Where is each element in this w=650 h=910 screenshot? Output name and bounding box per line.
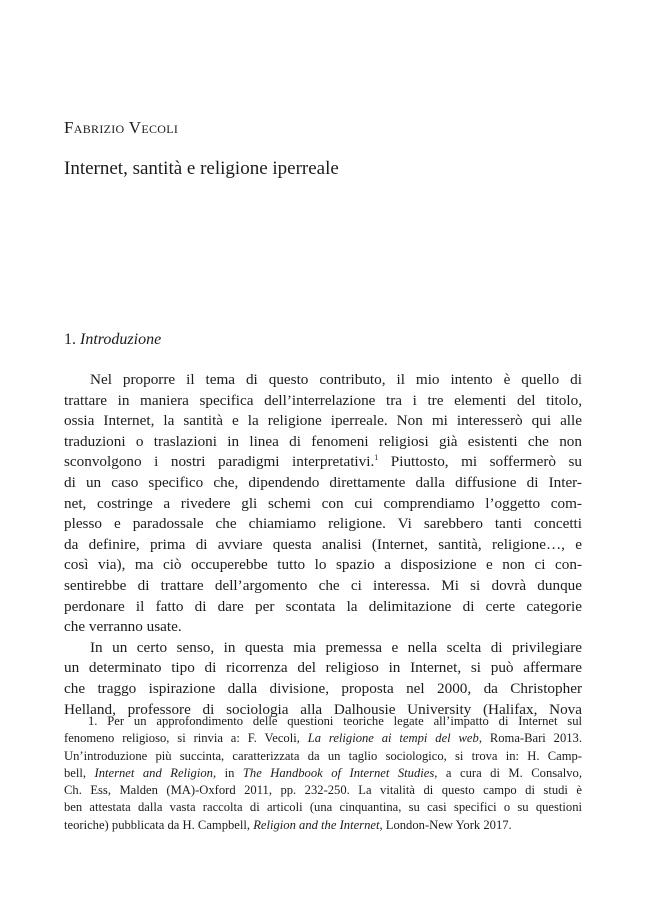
- footnote-segment: , London-New York 2017.: [379, 817, 512, 832]
- body-line: traduzioni o traslazioni in linea di fenomeni religiosi già esistenti che non: [64, 432, 582, 450]
- body-line-segment: sconvolgono i nostri paradigmi interpretativi.: [64, 453, 375, 471]
- footnote-reference[interactable]: 1: [374, 453, 379, 463]
- footnote-line: [64, 765, 582, 782]
- footnote-line: 1. Per un approfondimento delle questioni teoriche legate all’impatto di Internet sul: [88, 714, 582, 728]
- footnote-line: Un’introduzione più succinta, caratterizzata da un taglio sociologico, si trova in: H. Camp-: [64, 748, 582, 763]
- cited-title: Religion and the Internet: [253, 817, 380, 832]
- body-line: Nel proporre il tema di questo contributo, il mio intento è quello di: [90, 371, 582, 388]
- author-name: Fabrizio Vecoli: [64, 118, 179, 137]
- body-line: trattare in maniera specifica dell’interrelazione tra i tre elementi del titolo,: [64, 391, 582, 409]
- footnote-line: ben attestata dalla vasta raccolta di articoli (una cinquantina, su casi specifici o su questioni: [64, 800, 582, 815]
- body-line: perdonare il fatto di dare per scontata la delimitazione di certe categorie: [64, 597, 582, 615]
- footnote-segment: fenomeno religioso, si rinvia a: F. Vecoli,: [64, 731, 308, 746]
- footnote-segment: , Roma-Bari 2013.: [478, 731, 582, 746]
- cited-title: La religione ai tempi del web: [307, 731, 479, 746]
- body-line: ossia Internet, la santità e la religione iperreale. Non mi interesserò qui alle: [64, 412, 582, 430]
- cited-title: Internet and Religion: [94, 765, 213, 780]
- section-heading: [64, 330, 161, 350]
- footnote-segment: teoriche) pubblicata da H. Campbell,: [64, 817, 254, 832]
- body-line: così via), ma ciò occuperebbe tutto lo spazio a disposizione e non ci con-: [64, 556, 582, 574]
- section-title: Introduzione: [80, 331, 162, 348]
- body-line: che verranno usate.: [64, 618, 182, 636]
- body-line: un determinato tipo di ricorrenza del religioso in Internet, si può affermare: [64, 659, 582, 677]
- body-line: Helland, professore di sociologia alla Dalhousie University (Halifax, Nova: [64, 700, 582, 718]
- footnote-line: [64, 730, 582, 747]
- footnote-segment: bell,: [64, 765, 95, 780]
- footnote-segment: , in: [212, 765, 243, 780]
- footnote: [64, 713, 582, 834]
- cited-title: The Handbook of Internet Studies: [242, 765, 435, 780]
- chapter-title: Internet, santità e religione iperreale: [64, 158, 339, 179]
- footnote-line: Ch. Ess, Malden (MA)-Oxford 2011, pp. 232-250. La vitalità di questo campo di studi è: [64, 783, 582, 798]
- section-number: 1.: [64, 331, 76, 348]
- body-line: che traggo ispirazione dalla divisione, proposta nel 2000, da Christopher: [64, 679, 582, 697]
- body-line: net, costringe a rivedere gli schemi con cui comprendiamo l’oggetto com-: [64, 494, 582, 512]
- body-line-segment: Piuttosto, mi soffermerò su: [378, 453, 582, 471]
- body-line: In un certo senso, in questa mia premessa e nella scelta di privilegiare: [90, 638, 582, 656]
- body-line: da definire, prima di avviare questa analisi (Internet, santità, religione…, e: [64, 535, 582, 553]
- body-text: [64, 370, 582, 720]
- footnote-line: [64, 817, 582, 834]
- body-line: plesso e paradossale che chiamiamo religione. Vi sarebbero tanti concetti: [64, 515, 582, 533]
- body-line: sentirebbe di trattare dell’argomento che ci interessa. Mi si dovrà dunque: [64, 576, 582, 594]
- body-line: [64, 452, 582, 473]
- footnote-segment: , a cura di M. Consalvo,: [434, 765, 582, 780]
- body-line: di un caso specifico che, dipendendo direttamente dalla diffusione di Inter-: [64, 473, 582, 491]
